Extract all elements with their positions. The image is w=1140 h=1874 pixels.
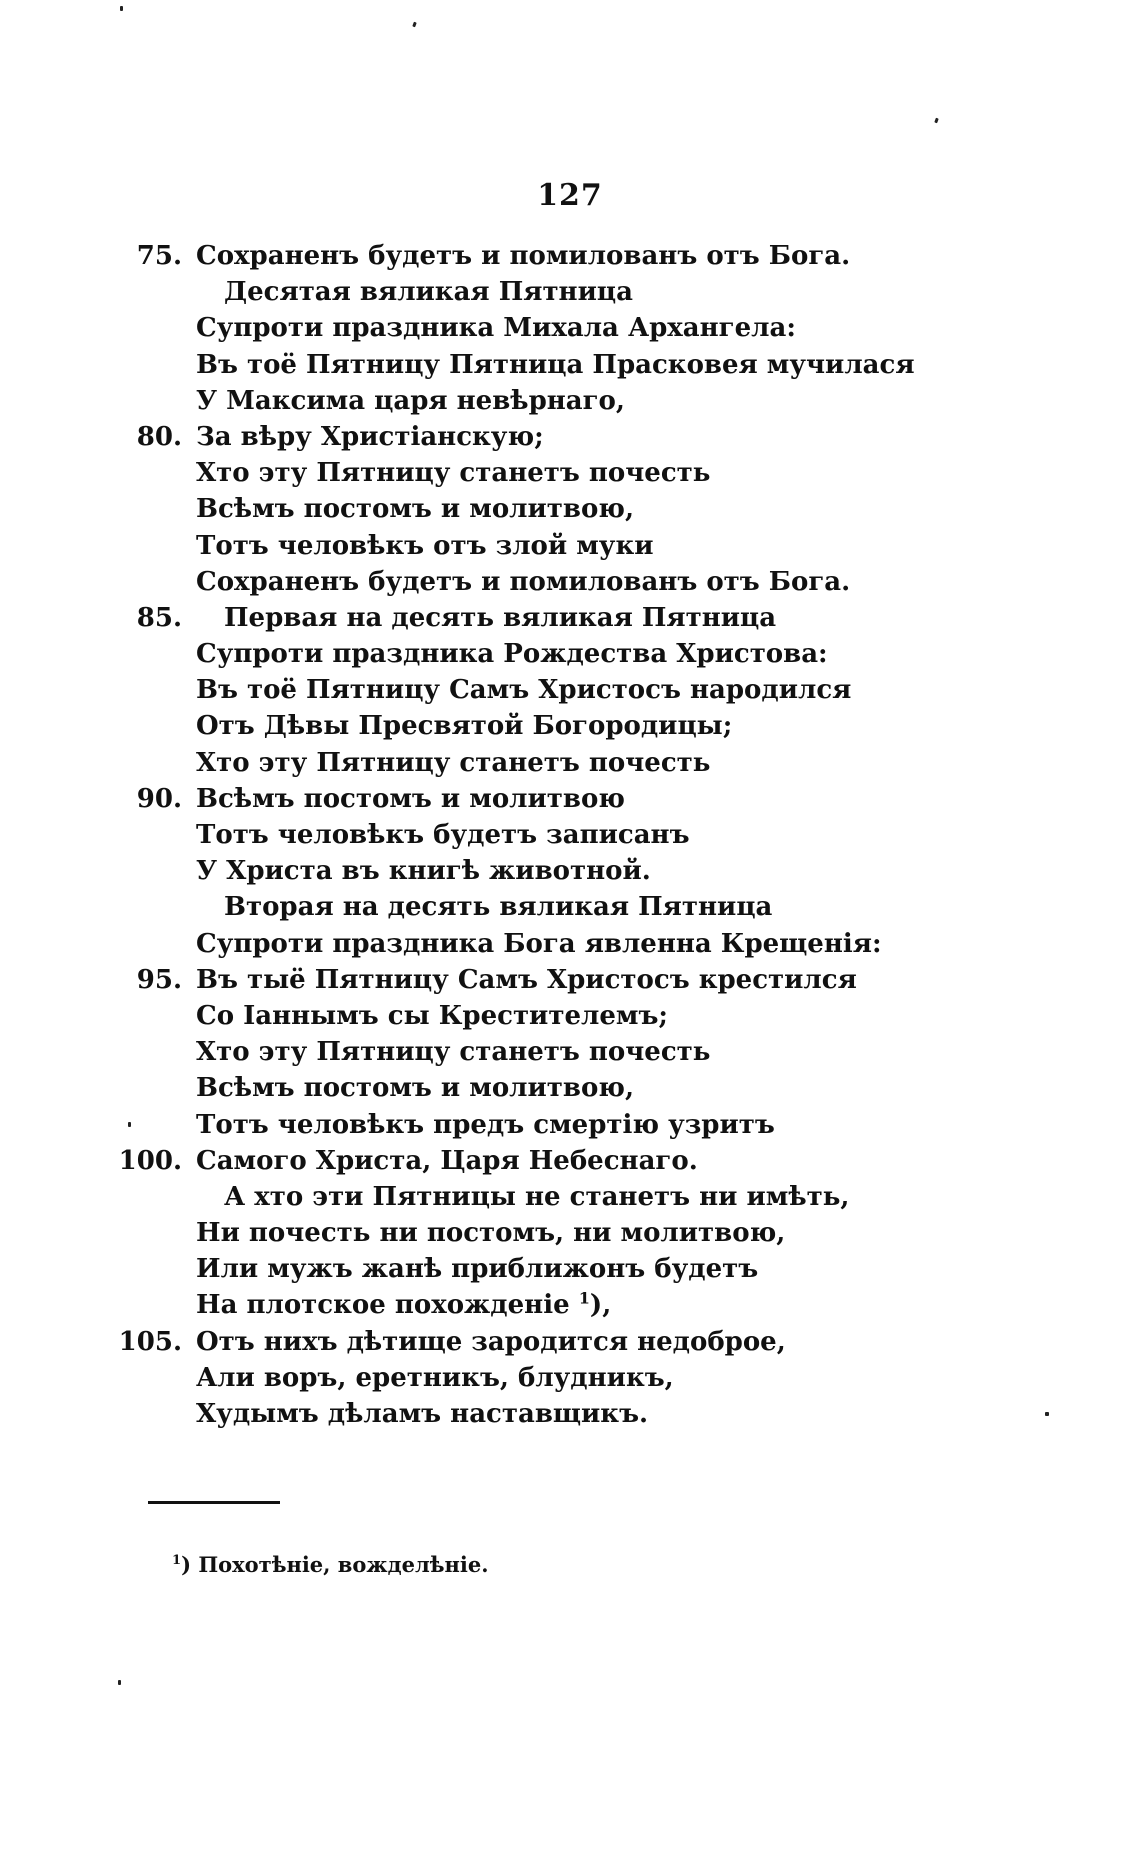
line-text-content: Хто эту Пятницу станетъ почесть bbox=[196, 747, 711, 778]
line-text-content: Всѣмъ постомъ и молитвою, bbox=[196, 494, 635, 525]
verse-line bbox=[0, 528, 1140, 564]
verse-line bbox=[0, 1034, 1140, 1070]
verse-line bbox=[0, 564, 1140, 600]
line-text-content: Въ тоё Пятницу Пятница Прасковея мучилася bbox=[196, 349, 915, 380]
verse-line bbox=[0, 1179, 1140, 1215]
line-text bbox=[196, 1143, 698, 1179]
line-text-content: Вторая на десять вяликая Пятница bbox=[224, 892, 773, 923]
line-number: 75. bbox=[136, 241, 182, 271]
line-text-content: Первая на десять вяликая Пятница bbox=[224, 602, 777, 633]
line-text bbox=[224, 889, 772, 925]
line-text-tail: ), bbox=[589, 1290, 612, 1321]
print-speck bbox=[120, 6, 123, 11]
verse-line bbox=[0, 817, 1140, 853]
verse-line bbox=[0, 1107, 1140, 1143]
line-text bbox=[196, 853, 651, 889]
line-text-content: Тотъ человѣкъ будетъ записанъ bbox=[196, 820, 690, 850]
verse-line bbox=[0, 238, 1140, 274]
footnote-text: Похотѣніе, вожделѣніе. bbox=[198, 1552, 489, 1577]
line-text-content: Худымъ дѣламъ наставщикъ. bbox=[196, 1399, 649, 1429]
verse-line bbox=[0, 1324, 1140, 1360]
verse-line bbox=[0, 1396, 1140, 1432]
line-text bbox=[196, 455, 710, 491]
line-text bbox=[196, 1070, 634, 1106]
line-text bbox=[196, 1287, 611, 1323]
verse-line bbox=[0, 708, 1140, 744]
line-text-content: Десятая вяликая Пятница bbox=[224, 277, 633, 308]
verse-line bbox=[0, 636, 1140, 672]
line-number: 85. bbox=[136, 602, 182, 633]
footnote-reference: 1 bbox=[578, 1288, 590, 1308]
line-text-content: Супроти праздника Бога явленна Крещенія: bbox=[196, 928, 882, 959]
print-speck bbox=[934, 118, 939, 124]
line-text-content: Ни почесть ни постомъ, ни молитвою, bbox=[196, 1218, 786, 1249]
verse-lines bbox=[0, 238, 1140, 1432]
line-text bbox=[196, 564, 850, 600]
line-text bbox=[224, 274, 633, 310]
line-text-content: Или мужъ жанѣ приближонъ будетъ bbox=[196, 1254, 759, 1285]
line-text-content: Въ тыё Пятницу Самъ Христосъ крестился bbox=[196, 964, 857, 995]
line-text-content: Хто эту Пятницу станетъ почесть bbox=[196, 458, 711, 489]
page-number: 127 bbox=[537, 178, 603, 213]
line-text-content: Со Іаннымъ сы Крестителемъ; bbox=[196, 1000, 668, 1031]
line-text bbox=[196, 1215, 785, 1251]
footnote-rule bbox=[148, 1501, 280, 1504]
line-text bbox=[196, 491, 634, 527]
line-text bbox=[196, 347, 915, 383]
line-text-content: Тотъ человѣкъ отъ злой муки bbox=[196, 530, 654, 561]
line-text-content: У Максима царя невѣрнаго, bbox=[196, 385, 625, 416]
line-text bbox=[196, 528, 654, 564]
line-text bbox=[196, 238, 850, 274]
line-text bbox=[224, 1179, 849, 1215]
line-text-content: Отъ Дѣвы Пресвятой Богородицы; bbox=[196, 711, 733, 742]
line-text bbox=[196, 745, 710, 781]
line-text bbox=[196, 672, 851, 708]
line-number: 95. bbox=[136, 964, 182, 995]
verse-line bbox=[0, 600, 1140, 636]
line-text bbox=[196, 708, 732, 744]
verse-line bbox=[0, 1360, 1140, 1396]
line-text bbox=[196, 310, 796, 346]
verse-line bbox=[0, 274, 1140, 310]
verse-line bbox=[0, 853, 1140, 889]
line-text-content: Отъ нихъ дѣтище зародится недоброе, bbox=[196, 1326, 786, 1357]
verse-line bbox=[0, 310, 1140, 346]
verse-line bbox=[0, 745, 1140, 781]
line-text-content: Хто эту Пятницу станетъ почесть bbox=[196, 1037, 711, 1068]
line-text-content: Тотъ человѣкъ предъ смертію узритъ bbox=[196, 1109, 775, 1140]
print-speck bbox=[412, 22, 417, 28]
line-text-content: На плотское похожденіе bbox=[196, 1290, 570, 1321]
line-text bbox=[196, 636, 828, 672]
verse-line bbox=[0, 998, 1140, 1034]
verse-line bbox=[0, 455, 1140, 491]
line-text bbox=[196, 817, 690, 853]
verse-line bbox=[0, 383, 1140, 419]
verse-line bbox=[0, 962, 1140, 998]
verse-line bbox=[0, 491, 1140, 527]
line-text-content: Въ тоё Пятницу Самъ Христосъ народился bbox=[196, 675, 852, 706]
line-number: 80. bbox=[136, 421, 182, 452]
footnote-marker: 1 bbox=[172, 1553, 182, 1568]
verse-line bbox=[0, 1143, 1140, 1179]
line-text-content: Супроти праздника Рождества Христова: bbox=[196, 639, 828, 670]
line-text bbox=[196, 383, 625, 419]
line-text bbox=[196, 1396, 648, 1432]
verse-line bbox=[0, 781, 1140, 817]
print-speck bbox=[118, 1680, 121, 1685]
line-text-content: Али воръ, еретникъ, блудникъ, bbox=[196, 1362, 674, 1393]
line-text bbox=[196, 419, 544, 455]
line-text-content: Всѣмъ постомъ и молитвою bbox=[196, 783, 625, 814]
line-text bbox=[196, 962, 857, 998]
verse-line bbox=[0, 419, 1140, 455]
line-number: 90. bbox=[136, 783, 182, 814]
line-text-content: Сохраненъ будетъ и помилованъ отъ Бога. bbox=[196, 241, 851, 271]
verse-line bbox=[0, 1251, 1140, 1287]
line-text-content: Сохраненъ будетъ и помилованъ отъ Бога. bbox=[196, 566, 851, 597]
verse-line bbox=[0, 347, 1140, 383]
verse-line bbox=[0, 1070, 1140, 1106]
line-text bbox=[196, 926, 882, 962]
footnote bbox=[172, 1552, 489, 1577]
verse-line bbox=[0, 672, 1140, 708]
line-text bbox=[224, 600, 776, 636]
print-speck bbox=[128, 1122, 131, 1127]
line-text bbox=[196, 781, 625, 817]
line-text-content: За вѣру Христіанскую; bbox=[196, 421, 544, 452]
line-text-content: Супроти праздника Михала Архангела: bbox=[196, 313, 796, 344]
verse-line bbox=[0, 1215, 1140, 1251]
line-text-content: У Христа въ книгѣ животной. bbox=[196, 856, 651, 887]
line-text-content: Самого Христа, Царя Небеснаго. bbox=[196, 1145, 698, 1176]
footnote-marker-close: ) bbox=[181, 1552, 191, 1577]
line-text-content: А хто эти Пятницы не станетъ ни имѣть, bbox=[224, 1181, 850, 1212]
line-number: 100. bbox=[118, 1145, 182, 1176]
verse-line bbox=[0, 1287, 1140, 1323]
line-text-content: Всѣмъ постомъ и молитвою, bbox=[196, 1073, 635, 1104]
line-number: 105. bbox=[118, 1326, 182, 1357]
line-text bbox=[196, 998, 668, 1034]
line-text bbox=[196, 1251, 758, 1287]
line-text bbox=[196, 1324, 786, 1360]
line-text bbox=[196, 1360, 674, 1396]
print-speck bbox=[1045, 1412, 1049, 1416]
verse-line bbox=[0, 889, 1140, 925]
line-text bbox=[196, 1107, 775, 1143]
line-text bbox=[196, 1034, 710, 1070]
verse-line bbox=[0, 926, 1140, 962]
